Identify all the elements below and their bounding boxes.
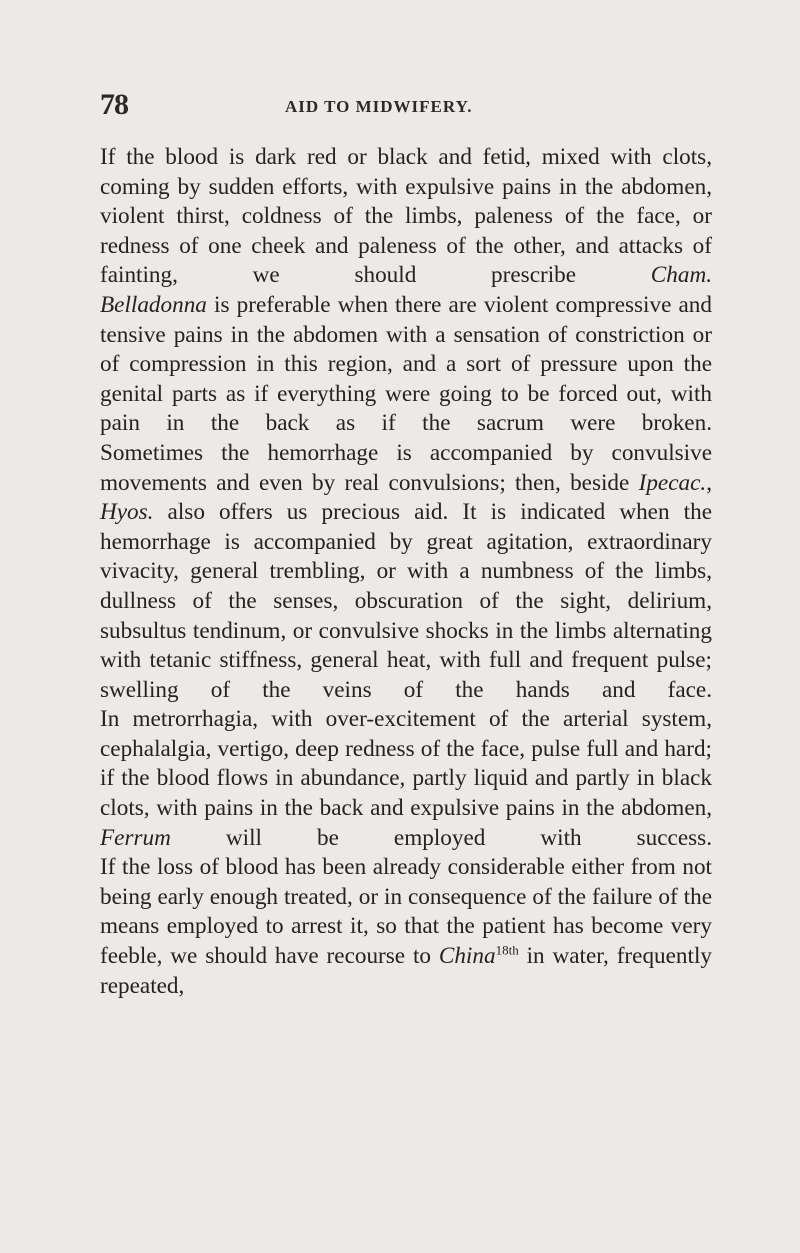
paragraph-china bbox=[100, 853, 712, 1001]
paragraph-hyoscyamus bbox=[100, 439, 712, 735]
remedy-name: Hyos. bbox=[100, 499, 154, 526]
potency-superscript: 18th bbox=[495, 942, 519, 958]
remedy-name: China bbox=[438, 943, 496, 970]
body-text bbox=[100, 143, 712, 1001]
running-head: AID TO MIDWIFERY. bbox=[285, 97, 473, 116]
paragraph-text: in water, frequently repeated, bbox=[100, 943, 712, 999]
remedy-name: Ferrum bbox=[100, 824, 171, 851]
page-number: 78 bbox=[100, 88, 128, 121]
paragraph-text: If the blood is dark red or black and fetid, mixed with clots, coming by sudden efforts, with expulsive pains in the abdomen, violent thirst, coldness of the limbs, paleness of the face, or redness of one cheek and paleness of the other, and attacks of fainting, we should prescribe bbox=[100, 144, 712, 289]
paragraph-text: , bbox=[706, 469, 712, 496]
paragraph-text: will be employed with success. bbox=[170, 824, 712, 851]
paragraph-text: Sometimes the hemorrhage is accompanied by convulsive movements and even by real convulsions; then, beside bbox=[100, 439, 712, 496]
remedy-name: Ipecac. bbox=[638, 469, 707, 496]
paragraph-text: is preferable when there are violent compressive and tensive pains in the abdomen with a sensation of constriction or of compression in this region, and a sort of pressure upon the genital parts as if everything were going to be forced out, with pain in the back as if the sacrum were broken. bbox=[100, 291, 712, 437]
paragraph-text: If the loss of blood has been already considerable either from not being early enough treated, or in consequence of the failure of the means employed to arrest it, so that the patient has become very feeble, we should have recourse to bbox=[100, 854, 712, 970]
paragraph-text: In metrorrhagia, with over-excitement of the arterial system, cephalalgia, vertigo, deep redness of the face, pulse full and hard; if the blood flows in abundance, partly liquid and partly in black clots, with pains in the back and expulsive pains in the abdomen, bbox=[100, 706, 712, 822]
remedy-name: Cham. bbox=[650, 262, 712, 289]
page-header bbox=[100, 88, 720, 128]
paragraph-text: also offers us precious aid. It is indicated when the hemorrhage is accompanied by great agitation, extraordinary vivacity, general trembling, or with a numbness of the limbs, dullness of the senses, obscuration of the sight, delirium, subsultus tendinum, or convulsive shocks in the limbs alternating with tetanic stiffness, general heat, with full and frequent pulse; swelling of the veins of the hands and face. bbox=[100, 499, 712, 703]
remedy-name: Belladonna bbox=[100, 291, 207, 318]
